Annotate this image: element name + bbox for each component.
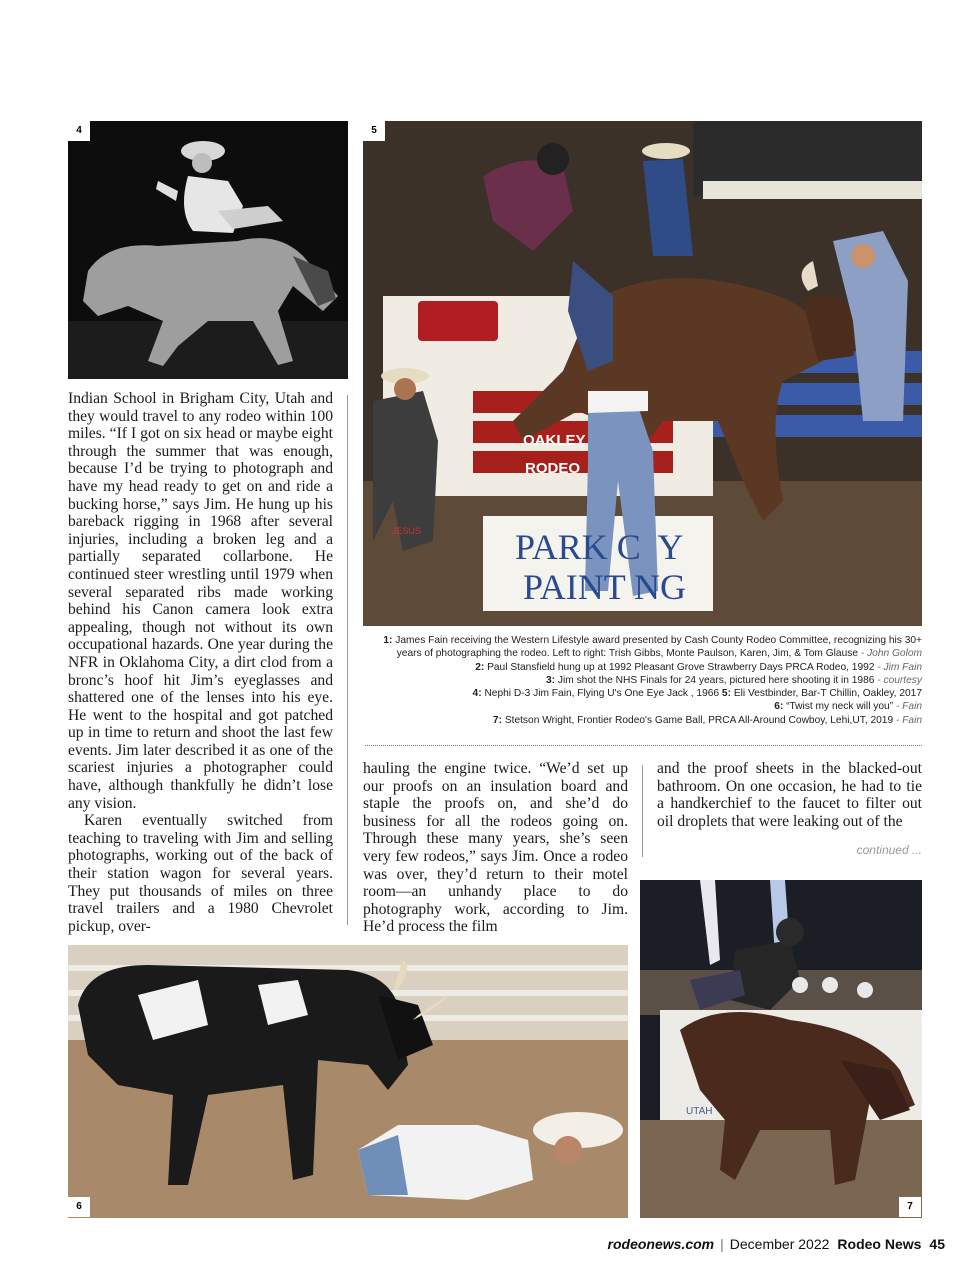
photo-captions	[365, 634, 922, 727]
caption-line: years of photographing the rodeo. Left to right: Trish Gibbs, Monte Paulson, Karen, Jim, & Tom Glause - John Golom	[396, 648, 922, 660]
photo-4-bareback	[68, 121, 348, 379]
caption-line: 7: Stetson Wright, Frontier Rodeo's Game Ball, PRCA All-Around Cowboy, Lehi,UT, 2019 - Fain	[492, 714, 922, 726]
photo-5-sign-oakley: OAKLEY	[523, 432, 586, 449]
page-footer	[608, 1236, 945, 1252]
photo-5-sign-rodeo: RODEO	[525, 460, 581, 477]
article-paragraph: hauling the engine twice. “We’d set up our proofs on an insulation board and staple the proofs on, and she’d do business for all the rodeos going on. Through these many years, she’s seen very few rodeos,” says Jim. Once a rodeo was over, they’d return to their motel room—an unhandy place to do photography work, according to Jim. He’d process the film	[363, 760, 628, 936]
article-paragraph: Indian School in Brigham City, Utah and they would travel to any rodeo within 100 miles. “If I got on six head or maybe eight through the summer that was enough, because I’d be trying to photograph and have my head ready to get on and ride a bucking horse,” says Jim. He hung up his bareback rigging in 1968 after several injuries, including a broken leg and a partially separated collarbone. He continued steer wrestling until 1979 when several separated ribs made working behind his Canon camera look extra appealing, though not without its own occupational hazards. One year during the NFR in Oklahoma City, a dirt clod from a bronc’s hoof hit Jim’s eyeglasses and shattered one of the lenses into his eye. He went to the hospital and got patched up in time to return and shoot the last few events. Jim later described it as one of the scariest injuries a photographer could have, although thankfully he didn’t lose any vision.	[68, 390, 333, 812]
photo-5-number: 5	[363, 121, 385, 141]
photo-5-banner-jesus: JESUS	[392, 526, 422, 536]
caption-line: 4: Nephi D-3 Jim Fain, Flying U's One Eye Jack , 1966 5: Eli Vestbinder, Bar-T Chillin, Oakley, 2017	[472, 688, 922, 700]
footer-site: rodeonews.com	[607, 1236, 715, 1252]
photo-5-bull-riding	[363, 121, 922, 626]
article-column-2	[363, 760, 628, 936]
footer-magazine: Rodeo News	[837, 1236, 922, 1252]
caption-line: 2: Paul Stansfield hung up at 1992 Pleasant Grove Strawberry Days PRCA Rodeo, 1992 - Jim Fain	[475, 661, 922, 673]
photo-7-number: 7	[899, 1197, 921, 1217]
article-column-1	[68, 390, 333, 935]
caption-line: 3: Jim shot the NHS Finals for 24 years, pictured here shooting it in 1986 - courtesy	[546, 674, 922, 686]
article-paragraph: and the proof sheets in the blacked-out bathroom. On one occasion, he had to tie a handkerchief to the faucet to filter out oil droplets that were leaking out of the	[657, 760, 922, 830]
photo-6-steer-wrestling	[68, 945, 628, 1218]
photo-7-banner-utah: UTAH	[686, 1106, 713, 1117]
column-divider	[642, 765, 643, 857]
photo-6-number: 6	[68, 1197, 90, 1217]
caption-divider	[365, 745, 922, 746]
photo-7-bull-riding	[640, 880, 922, 1218]
caption-line: 1: James Fain receiving the Western Lifestyle award presented by Cash County Rodeo Committee, recognizing his 30+	[383, 635, 922, 646]
article-paragraph: Karen eventually switched from teaching to traveling with Jim and selling photographs, working out of the back of their station wagon for several years. They put thousands of miles on three travel trailers and a 1980 Chevrolet pickup, over-	[68, 812, 333, 935]
photo-5-sign-painting: PAINT NG	[523, 567, 687, 607]
column-divider	[347, 395, 348, 925]
article-column-3	[657, 760, 922, 830]
caption-line: 6: “Twist my neck will you” - Fain	[774, 701, 922, 713]
page-number: 45	[929, 1236, 945, 1252]
photo-4-number: 4	[68, 121, 90, 141]
footer-separator: |	[720, 1236, 724, 1252]
photo-5-sign-park: PARK C Y	[515, 527, 684, 567]
continued-note: continued ...	[856, 843, 922, 857]
footer-date: December 2022	[729, 1236, 830, 1252]
